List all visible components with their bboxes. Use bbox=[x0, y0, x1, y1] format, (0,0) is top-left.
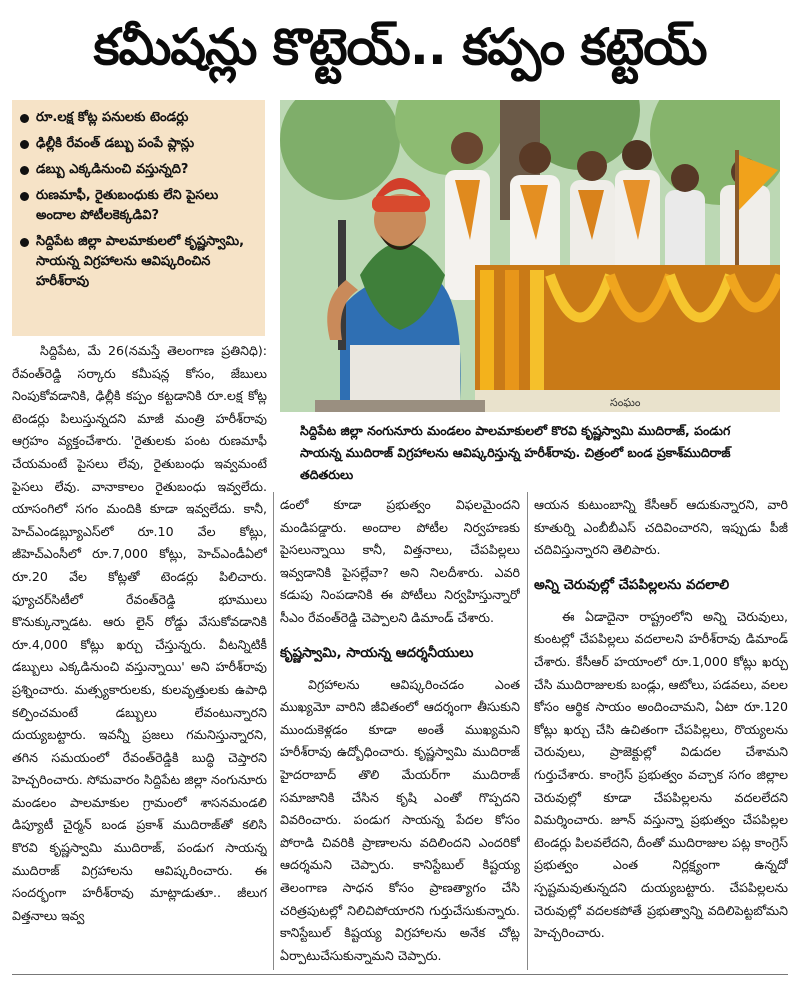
article-paragraph: ఆయన కుటుంబాన్ని కేసీఆర్ ఆదుకున్నారని, వారి కూతుర్ని ఎంబీబీఎస్ చదివించారని, ఇప్పుడు పీజీ చదివిస్తున్నారని తెలిపారు. bbox=[534, 497, 788, 558]
news-photo bbox=[280, 100, 780, 412]
highlights-box bbox=[12, 100, 265, 336]
dateline: సిద్దిపేట, మే 26(నమస్తే తెలంగాణ ప్రతినిధి): bbox=[40, 343, 267, 358]
statue-unveiling-illustration bbox=[280, 100, 780, 412]
column-divider bbox=[527, 492, 528, 970]
photo-caption: సిద్దిపేట జిల్లా నంగునూరు మండలం పాలమాకులలో కొరవి కృష్ణస్వామి ముదిరాజ్, పండుగ సాయన్న ముదిరాజ్ విగ్రహాలను ఆవిష్కరిస్తున్న హరీశ్‌రావు. చిత్రంలో బండ ప్రకాశ్‌ముదిరాజ్ తదితరులు bbox=[300, 423, 731, 482]
bullet-icon bbox=[20, 238, 29, 247]
highlight-text: రూ.లక్ష కోట్ల పనులకు టెండర్లు bbox=[36, 110, 189, 125]
article-paragraph: డంలో కూడా ప్రభుత్వం విఫలమైందని మండిపడ్డారు. అందాల పోటీల నిర్వహణకు పైసలున్నాయి కానీ, విత్తనాలు, చేపపిల్లలు ఇవ్వడానికి పైసల్లేవా? అని నిలదీశారు. ఎవరి కడుపు నింపడానికి ఈ పోటీలు నిర్వహిస్తున్నారో సీఎం రేవంత్‌రెడ్డి చెప్పాలని డిమాండ్ చేశారు. bbox=[280, 497, 520, 625]
bullet-icon bbox=[20, 114, 29, 123]
highlight-item bbox=[18, 232, 257, 292]
banner-text: సంఘం bbox=[610, 396, 641, 409]
article-paragraph: విగ్రహాలను ఆవిష్కరించడం ఎంత ముఖ్యమో వారిని జీవితంలో ఆదర్శంగా తీసుకుని ముందుకెళ్లడం కూడా అంతే ముఖ్యమని హరీశ్‌రావు ఉద్బోధించారు. కృష్ణస్వామి ముదిరాజ్ హైదరాబాద్ తొలి మేయర్‌గా ముదిరాజ్ సమాజానికి చేసిన కృషి ఎంతో గొప్పదని వివరించారు. పండుగ సాయన్న పేదల కోసం పోరాడి చివరికి ప్రాణాలను వదిలిందని ఎందరికో ఆదర్శమని చెప్పారు. కానిస్టేబుల్ కిష్టయ్య తెలంగాణ సాధన కోసం ప్రాణత్యాగం చేసి చరిత్రపుటల్లో నిలిచిపోయారని గుర్తుచేసుకున్నారు. కానిస్టేబుల్ కిష్టయ్య విగ్రహాలను అనేక చోట్ల ఏర్పాటుచేసుకున్నామని చెప్పారు. bbox=[280, 676, 520, 963]
bullet-icon bbox=[20, 140, 29, 149]
bottom-rule bbox=[12, 974, 788, 975]
highlight-text: ఢిల్లీకి రేవంత్ డబ్బు పంపే ప్లాన్లు bbox=[36, 136, 195, 151]
highlight-item bbox=[18, 134, 257, 154]
highlight-text: రుణమాఫీ, రైతుబంధుకు లేని పైసలు అందాల పోటీలకెక్కడివి? bbox=[36, 188, 219, 223]
article-paragraph: ఈ ఏడాదైనా రాష్ట్రంలోని అన్ని చెరువులు, కుంటల్లో చేపపిల్లలు వదలాలని హరీశ్‌రావు డిమాండ్ చేశారు. కేసీఆర్ హయాంలో రూ.1,000 కోట్లు ఖర్చు చేసి ముదిరాజులకు బండ్లు, ఆటోలు, పడవలు, వలల కోసం ఆర్థిక సాయం అందించామని, ఏటా రూ.120 కోట్లు ఖర్చు చేసి ఉచితంగా చేపపిల్లలు, రొయ్యలను చెరువులు, ప్రాజెక్టుల్లో విడుదల చేశామని గుర్తుచేశారు. కాంగ్రెస్ ప్రభుత్వం వచ్చాక సగం జిల్లాల చెరువుల్లో కూడా చేపపిల్లలను వదలలేదని విమర్శించారు. జూన్ వస్తున్నా ప్రభుత్వం చేపపిల్లల టెండర్లు పిలవలేదని, దీంతో ముదిరాజుల పట్ల కాంగ్రెస్ ప్రభుత్వం ఎంత నిర్లక్ష్యంగా ఉన్నదో స్పష్టమవుతున్నదని దుయ్యబట్టారు. చేపపిల్లలను చెరువుల్లో వదలకపోతే ప్రభుత్వాన్ని వదిలిపెట్టబోమని హెచ్చరించారు. bbox=[534, 608, 788, 941]
bullet-icon bbox=[20, 166, 29, 175]
highlight-text: సిద్దిపేట జిల్లా పాలమాకులలో కృష్ణస్వామి, సాయన్న విగ్రహాలను ఆవిష్కరించిన హరీశ్‌రావు bbox=[36, 234, 245, 289]
column-divider bbox=[273, 492, 274, 970]
bullet-icon bbox=[20, 192, 29, 201]
highlight-item bbox=[18, 108, 257, 128]
article-paragraph bbox=[12, 340, 267, 927]
highlight-item bbox=[18, 160, 257, 180]
headline: కమీషన్లు కొట్టెయ్.. కప్పం కట్టెయ్ bbox=[93, 18, 707, 76]
article-column-1 bbox=[12, 340, 267, 972]
article-column-2 bbox=[280, 494, 520, 972]
subheading: అన్ని చెరువుల్లో చేపపిల్లలను వదలాలి bbox=[534, 576, 730, 593]
article-text: రేవంత్‌రెడ్డి సర్కారు కమీషన్ల కోసం, జేబులు నింపుకోవడానికి, ఢిల్లీకి కప్పం కట్టడానికి రూ.లక్ష కోట్ల టెండర్లు పిలుస్తున్నదని మాజీ మంత్రి హరీశ్‌రావు ఆగ్రహం వ్యక్తంచేశారు. 'రైతులకు పంట రుణమాఫీ చేయమంటే పైసలు లేవు, రైతుబంధు ఇవ్వమంటే పైసలు లేవు. వానాకాలం రైతుబంధు ఇవ్వలేదు. యాసంగిలో సగం మందికి కూడా ఇవ్వలేదు. కానీ, హెచ్ఎండబ్ల్యూఎస్‌లో రూ.10 వేల కోట్లు, జీహెచ్ఎంసీలో రూ.7,000 కోట్లు, హెచ్ఎండీఏలో రూ.20 వేల కోట్లతో టెండర్లు పిలిచారు. ఫ్యూచర్‌సిటీలో రేవంత్‌రెడ్డి భూములు కొనుక్కున్నాడట. ఆరు లైన్ రోడ్డు వేసుకోవడానికి రూ.4,000 కోట్లు ఖర్చు చేస్తున్నరు. వీటన్నిటికీ డబ్బులు ఎక్కడినుంచి వస్తున్నాయి' అని హరీశ్‌రావు ప్రశ్నించారు. మత్స్యకారులకు, కులవృత్తులకు ఉపాధి కల్పించమంటే డబ్బులు లేవంటున్నారని దుయ్యబట్టారు. ఇవన్నీ ప్రజలు గమనిస్తున్నారని, తగిన సమయంలో రేవంత్‌రెడ్డికి బుద్ధి చెప్తారని హెచ్చరించారు. సోమవారం సిద్దిపేట జిల్లా నంగునూరు మండలం పాలమాకుల గ్రామంలో శాసనమండలి డిప్యూటీ చైర్మన్ బండ ప్రకాశ్ ముదిరాజ్‌తో కలిసి కొరవి కృష్ణస్వామి ముదిరాజ్, పండుగ సాయన్న ముదిరాజ్ విగ్రహాలను ఆవిష్కరించారు. ఈ సందర్భంగా హరీశ్‌రావు మాట్లాడుతూ.. జీలుగ విత్తనాలు ఇవ్వ bbox=[12, 365, 267, 923]
article-column-3 bbox=[534, 494, 788, 972]
highlight-text: డబ్బు ఎక్కడినుంచి వస్తున్నది? bbox=[36, 162, 189, 177]
subheading: కృష్ణస్వామి, సాయన్న ఆదర్శనీయులు bbox=[280, 644, 474, 661]
highlight-item bbox=[18, 186, 257, 226]
